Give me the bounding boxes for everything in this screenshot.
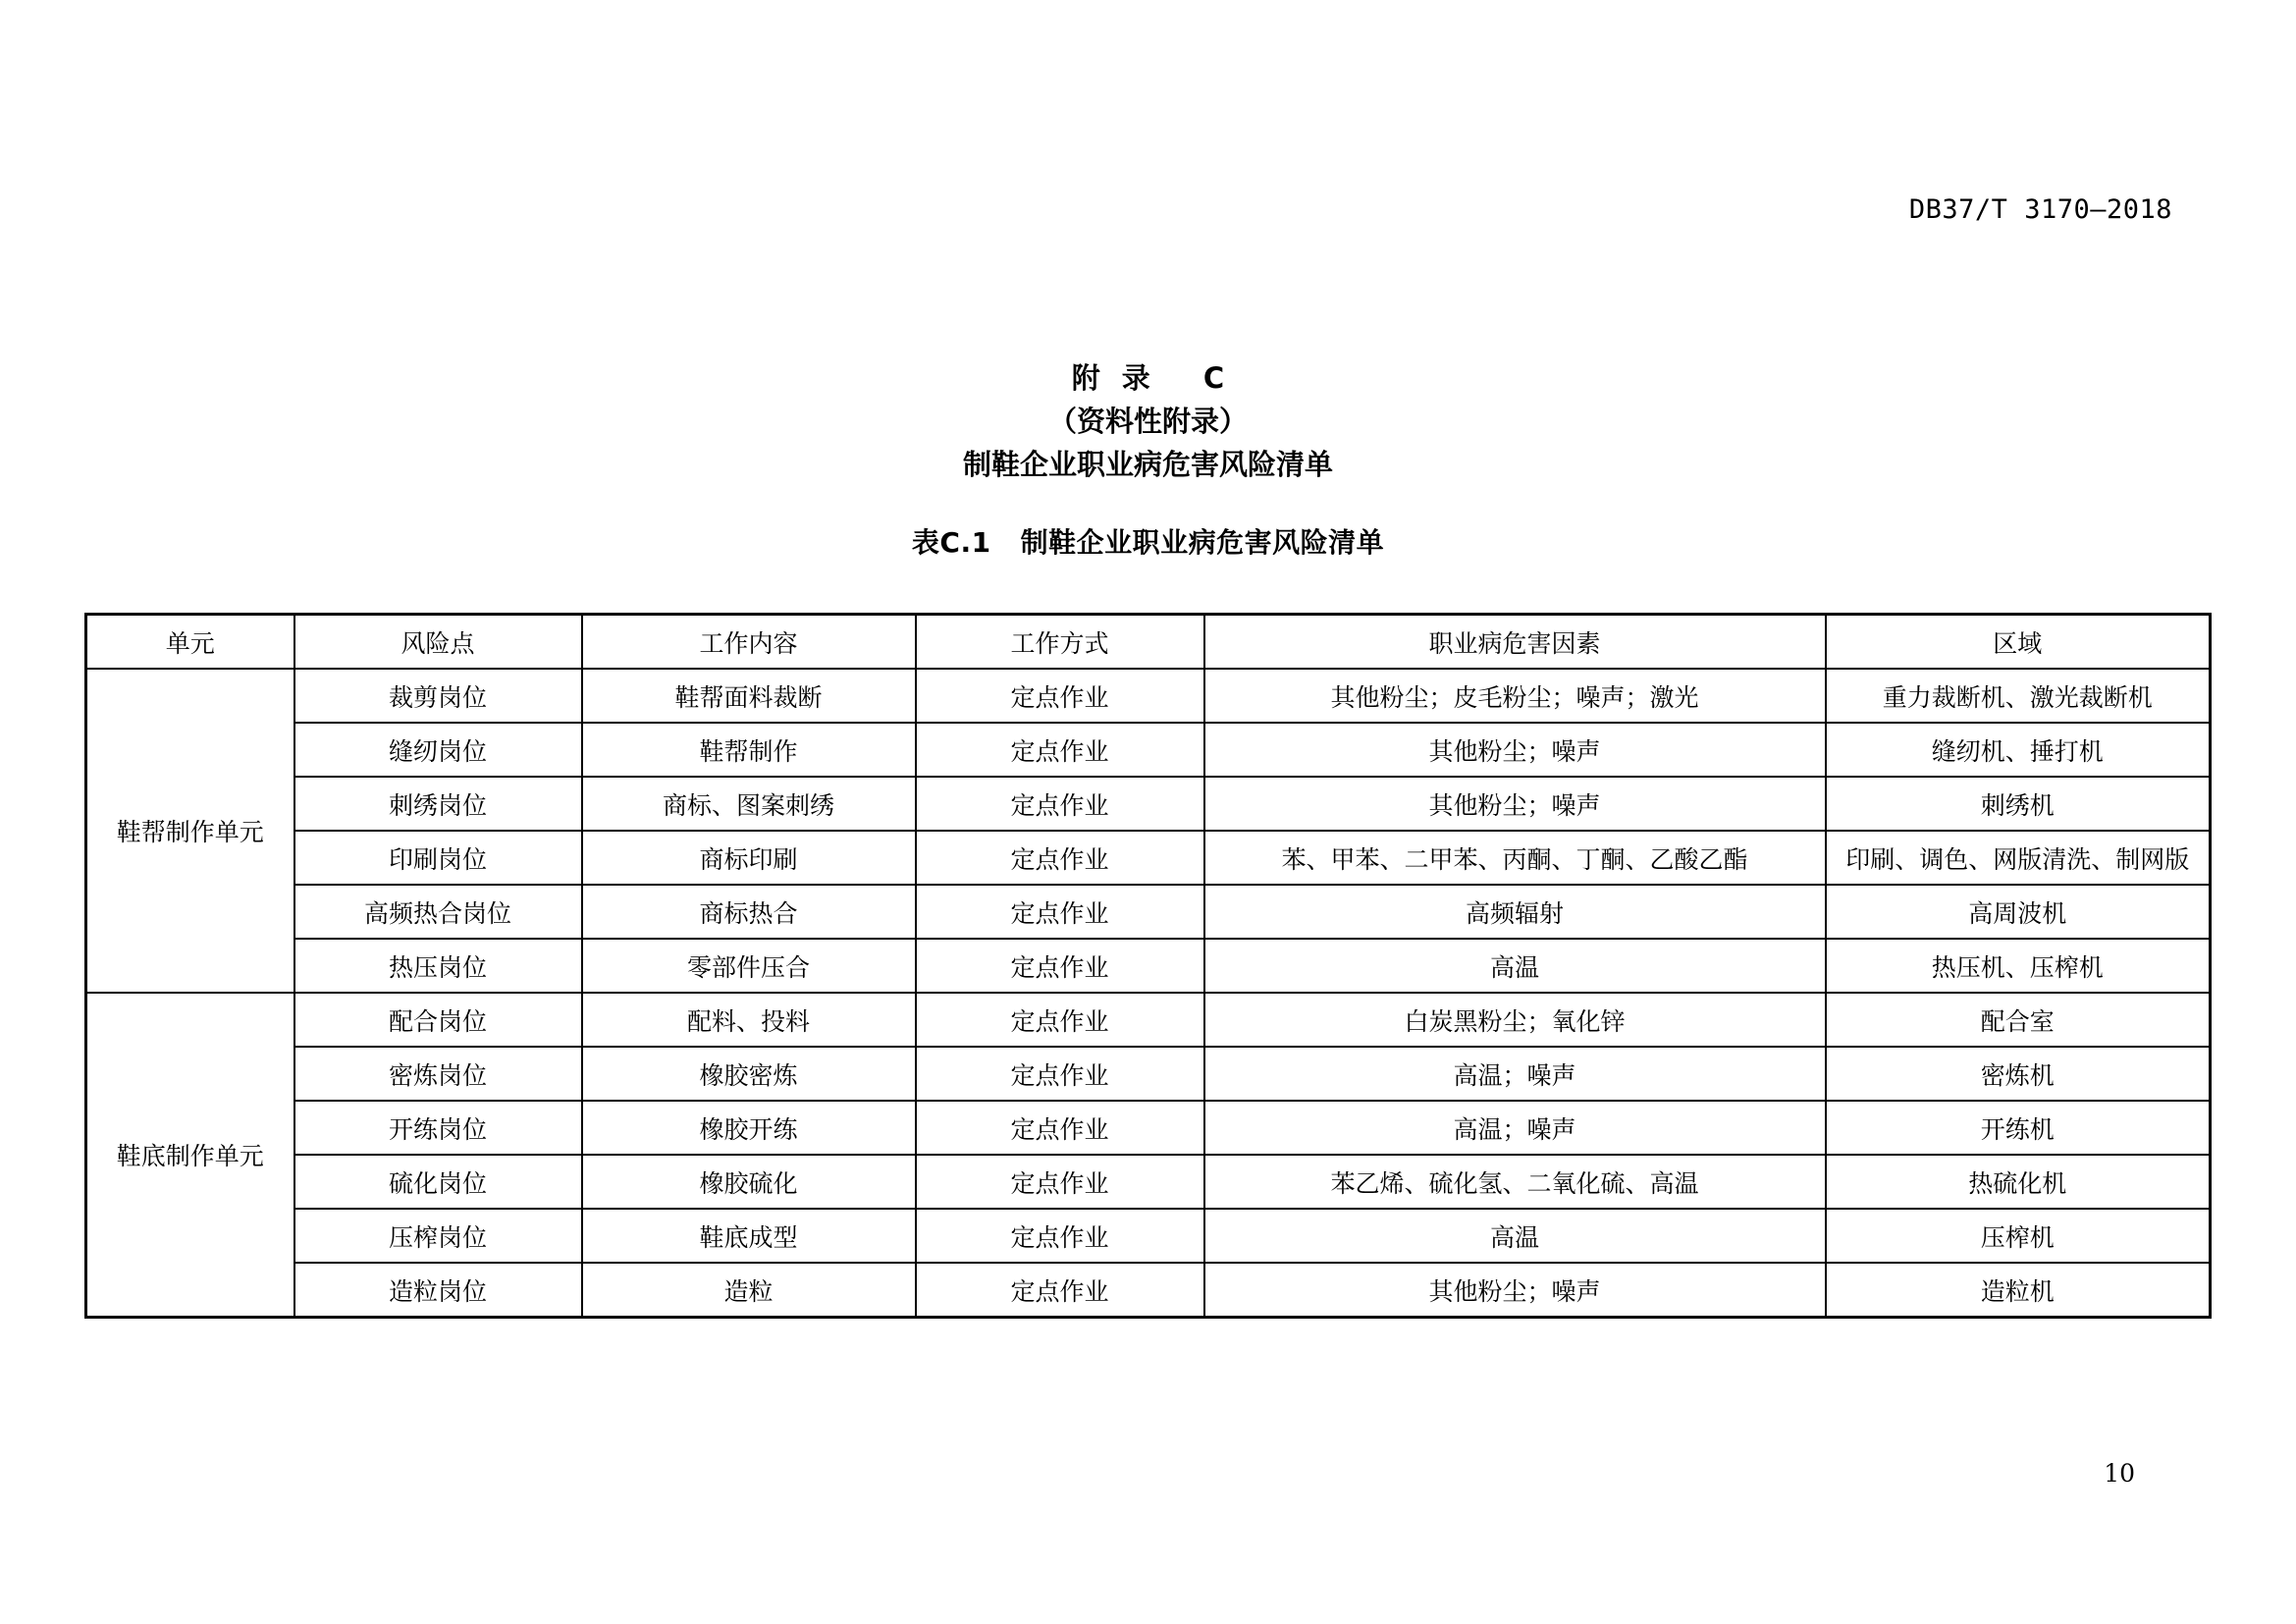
area-cell: 缝纫机、捶打机 xyxy=(1826,723,2211,777)
table-row xyxy=(86,939,2211,993)
table-row xyxy=(86,885,2211,939)
area-cell: 造粒机 xyxy=(1826,1263,2211,1318)
work-content-cell: 鞋底成型 xyxy=(582,1209,916,1263)
hazard-factors-cell: 高温；噪声 xyxy=(1204,1047,1826,1101)
work-mode-cell: 定点作业 xyxy=(916,669,1204,723)
column-header-hazard-factors: 职业病危害因素 xyxy=(1204,615,1826,670)
column-header-work-mode: 工作方式 xyxy=(916,615,1204,670)
hazard-factors-cell: 高温 xyxy=(1204,939,1826,993)
annex-label: 附录 C xyxy=(1071,361,1247,395)
work-mode-cell: 定点作业 xyxy=(916,1155,1204,1209)
hazard-factors-cell: 其他粉尘；噪声 xyxy=(1204,723,1826,777)
hazard-factors-cell: 高温；噪声 xyxy=(1204,1101,1826,1155)
risk-point-cell: 造粒岗位 xyxy=(294,1263,582,1318)
risk-point-cell: 压榨岗位 xyxy=(294,1209,582,1263)
work-content-cell: 商标、图案刺绣 xyxy=(582,777,916,831)
unit-cell: 鞋底制作单元 xyxy=(86,993,294,1318)
risk-point-cell: 印刷岗位 xyxy=(294,831,582,885)
work-content-cell: 商标热合 xyxy=(582,885,916,939)
area-cell: 压榨机 xyxy=(1826,1209,2211,1263)
column-header-risk-point: 风险点 xyxy=(294,615,582,670)
hazard-factors-cell: 其他粉尘；噪声 xyxy=(1204,777,1826,831)
area-cell: 重力裁断机、激光裁断机 xyxy=(1826,669,2211,723)
work-content-cell: 鞋帮制作 xyxy=(582,723,916,777)
standard-number: DB37/T 3170—2018 xyxy=(1908,194,2172,225)
table-caption xyxy=(0,521,2296,561)
hazard-risk-table xyxy=(84,613,2212,1319)
unit-cell: 鞋帮制作单元 xyxy=(86,669,294,993)
work-mode-cell: 定点作业 xyxy=(916,723,1204,777)
work-mode-cell: 定点作业 xyxy=(916,777,1204,831)
work-content-cell: 鞋帮面料裁断 xyxy=(582,669,916,723)
work-content-cell: 橡胶密炼 xyxy=(582,1047,916,1101)
work-mode-cell: 定点作业 xyxy=(916,831,1204,885)
table-body xyxy=(86,669,2211,1318)
table-row xyxy=(86,1047,2211,1101)
hazard-factors-cell: 苯乙烯、硫化氢、二氧化硫、高温 xyxy=(1204,1155,1826,1209)
area-cell: 印刷、调色、网版清洗、制网版 xyxy=(1826,831,2211,885)
table-row xyxy=(86,777,2211,831)
area-cell: 刺绣机 xyxy=(1826,777,2211,831)
table-row xyxy=(86,831,2211,885)
work-content-cell: 零部件压合 xyxy=(582,939,916,993)
work-content-cell: 橡胶硫化 xyxy=(582,1155,916,1209)
area-cell: 高周波机 xyxy=(1826,885,2211,939)
risk-point-cell: 开练岗位 xyxy=(294,1101,582,1155)
annex-title: 制鞋企业职业病危害风险清单 xyxy=(962,448,1333,481)
hazard-factors-cell: 其他粉尘；皮毛粉尘；噪声；激光 xyxy=(1204,669,1826,723)
area-cell: 开练机 xyxy=(1826,1101,2211,1155)
area-cell: 密炼机 xyxy=(1826,1047,2211,1101)
risk-point-cell: 密炼岗位 xyxy=(294,1047,582,1101)
risk-point-cell: 裁剪岗位 xyxy=(294,669,582,723)
annex-type: （资料性附录） xyxy=(1047,405,1248,438)
work-mode-cell: 定点作业 xyxy=(916,993,1204,1047)
hazard-factors-cell: 白炭黑粉尘；氧化锌 xyxy=(1204,993,1826,1047)
risk-point-cell: 配合岗位 xyxy=(294,993,582,1047)
table-row xyxy=(86,1209,2211,1263)
table-row xyxy=(86,993,2211,1047)
table-caption-title: 制鞋企业职业病危害风险清单 xyxy=(1020,526,1385,559)
work-mode-cell: 定点作业 xyxy=(916,939,1204,993)
hazard-factors-cell: 高频辐射 xyxy=(1204,885,1826,939)
risk-point-cell: 缝纫岗位 xyxy=(294,723,582,777)
table-row xyxy=(86,1101,2211,1155)
work-mode-cell: 定点作业 xyxy=(916,1101,1204,1155)
table-row xyxy=(86,669,2211,723)
risk-point-cell: 高频热合岗位 xyxy=(294,885,582,939)
annex-heading xyxy=(0,356,2296,486)
work-mode-cell: 定点作业 xyxy=(916,1047,1204,1101)
hazard-factors-cell: 其他粉尘；噪声 xyxy=(1204,1263,1826,1318)
risk-point-cell: 硫化岗位 xyxy=(294,1155,582,1209)
work-content-cell: 配料、投料 xyxy=(582,993,916,1047)
column-header-area: 区域 xyxy=(1826,615,2211,670)
hazard-factors-cell: 苯、甲苯、二甲苯、丙酮、丁酮、乙酸乙酯 xyxy=(1204,831,1826,885)
table-caption-number: 表C.1 xyxy=(911,526,991,559)
work-mode-cell: 定点作业 xyxy=(916,885,1204,939)
risk-point-cell: 刺绣岗位 xyxy=(294,777,582,831)
column-header-unit: 单元 xyxy=(86,615,294,670)
table-row xyxy=(86,1263,2211,1318)
work-mode-cell: 定点作业 xyxy=(916,1209,1204,1263)
work-content-cell: 商标印刷 xyxy=(582,831,916,885)
hazard-factors-cell: 高温 xyxy=(1204,1209,1826,1263)
table-header-row xyxy=(86,615,2211,670)
area-cell: 热硫化机 xyxy=(1826,1155,2211,1209)
column-header-work-content: 工作内容 xyxy=(582,615,916,670)
area-cell: 配合室 xyxy=(1826,993,2211,1047)
work-content-cell: 橡胶开练 xyxy=(582,1101,916,1155)
work-content-cell: 造粒 xyxy=(582,1263,916,1318)
table-row xyxy=(86,723,2211,777)
page-number: 10 xyxy=(2104,1459,2135,1488)
work-mode-cell: 定点作业 xyxy=(916,1263,1204,1318)
area-cell: 热压机、压榨机 xyxy=(1826,939,2211,993)
risk-point-cell: 热压岗位 xyxy=(294,939,582,993)
table-row xyxy=(86,1155,2211,1209)
